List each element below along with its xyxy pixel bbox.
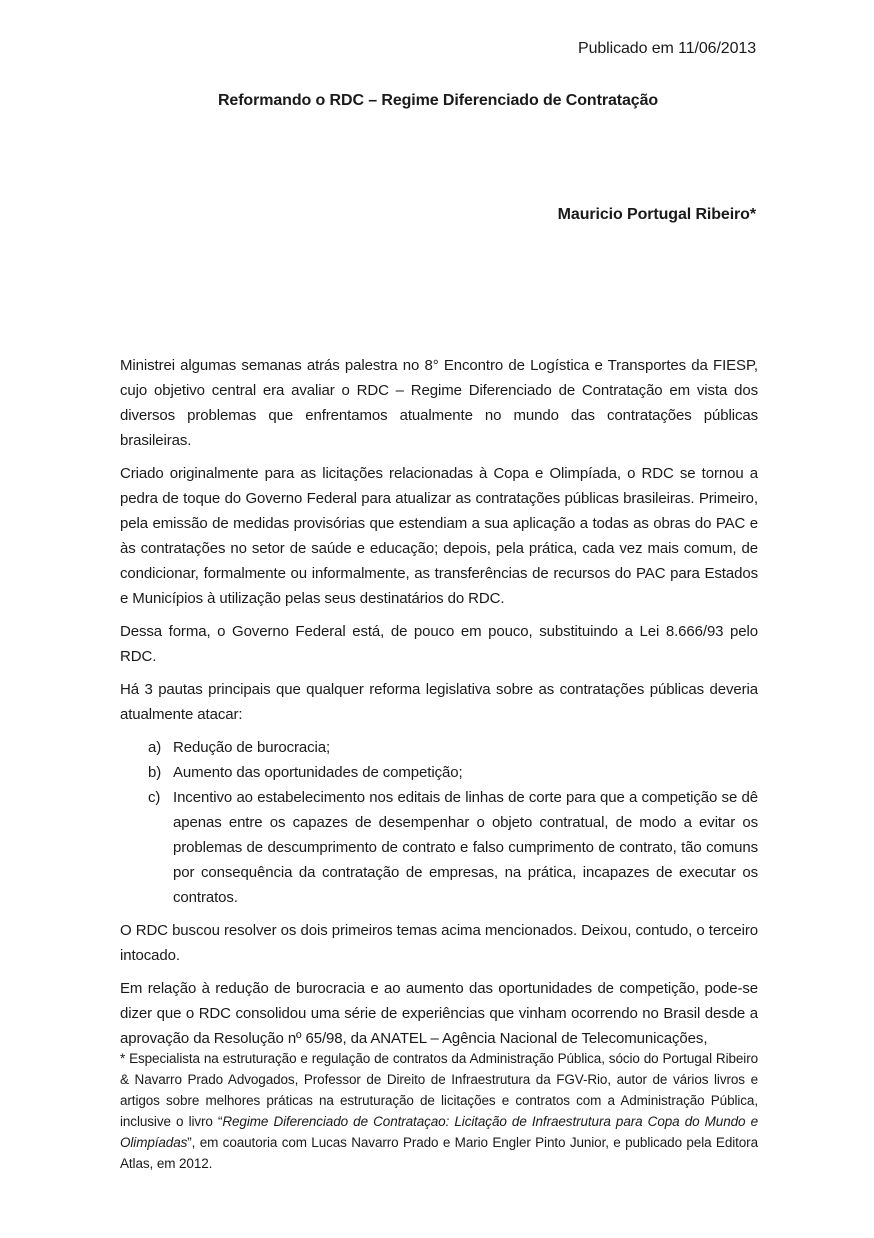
published-date: Publicado em 11/06/2013 [578,40,756,57]
footnote-text-after: ”, em coautoria com Lucas Navarro Prado e Mario Engler Pinto Junior, e publicado pela Editora Atlas, em 2012. [120,1135,758,1171]
footnote-text-before: * Especialista na estruturação e regulação de contratos da Administração Pública, sócio do Portugal Ribeiro & Navarro Prado Advogados, Professor de Direito de Infraestrutura da FGV-Rio, autor de vários livros e artigos sobre melhores práticas na estruturação de licitações e contratos com a Administração Pública, inclusive o livro “ [120,1051,758,1129]
author-byline: Mauricio Portugal Ribeiro* [557,206,756,223]
list-item-c [120,785,758,910]
paragraph-anatel: Em relação à redução de burocracia e ao aumento das oportunidades de competição, pode-se dizer que o RDC consolidou uma série de experiências que vinham ocorrendo no Brasil desde a aprovação da Resolução nº 65/98, da ANATEL – Agência Nacional de Telecomunicações, [120,980,758,1047]
list-item-c-text: Incentivo ao estabelecimento nos editais de linhas de corte para que a competição se dê apenas entre os capazes de desempenhar o objeto contratual, de modo a evitar os problemas de descumprimento de contrato e falso cumprimento de contrato, tão comuns por consequência da contratação de empresas, na prática, incapazes de executar os contratos. [173,789,758,906]
list-item-a-text: Redução de burocracia; [173,739,331,756]
list-item-b [120,760,758,785]
paragraph-rdc-origin: Criado originalmente para as licitações relacionadas à Copa e Olimpíada, o RDC se tornou a pedra de toque do Governo Federal para atualizar as contratações públicas brasileiras. Primeiro, pela emissão de medidas provisórias que estendiam a sua aplicação a todas as obras do PAC e às contratações no setor de saúde e educação; depois, pela prática, cada vez mais comum, de condicionar, formalmente ou informalmente, as transferências de recursos do PAC para Estados e Municípios à utilização pelas seus destinatários do RDC. [120,465,758,607]
list-item-a [120,735,758,760]
list-marker-a: a) [148,739,162,756]
paragraph-pautas: Há 3 pautas principais que qualquer reforma legislativa sobre as contratações públicas deveria atualmente atacar: [120,681,758,723]
list-item-b-text: Aumento das oportunidades de competição; [173,764,463,781]
ordered-list [120,735,758,910]
footnote [120,1048,758,1174]
list-marker-b: b) [148,764,162,781]
footnote-book-title: Regime Diferenciado de Contrataçao: Licitação de Infraestrutura para Copa do Mundo e Olimpíadas [120,1114,758,1150]
paragraph-rdc-resolveu: O RDC buscou resolver os dois primeiros temas acima mencionados. Deixou, contudo, o terceiro intocado. [120,922,758,964]
list-marker-c: c) [148,789,161,806]
document-body [120,353,758,1059]
paragraph-lei-8666: Dessa forma, o Governo Federal está, de pouco em pouco, substituindo a Lei 8.666/93 pelo RDC. [120,623,758,665]
paragraph-intro: Ministrei algumas semanas atrás palestra no 8° Encontro de Logística e Transportes da FIESP, cujo objetivo central era avaliar o RDC – Regime Diferenciado de Contratação em vista dos diversos problemas que enfrentamos atualmente no mundo das contratações públicas brasileiras. [120,357,758,449]
document-title: Reformando o RDC – Regime Diferenciado de Contratação [217,92,659,109]
